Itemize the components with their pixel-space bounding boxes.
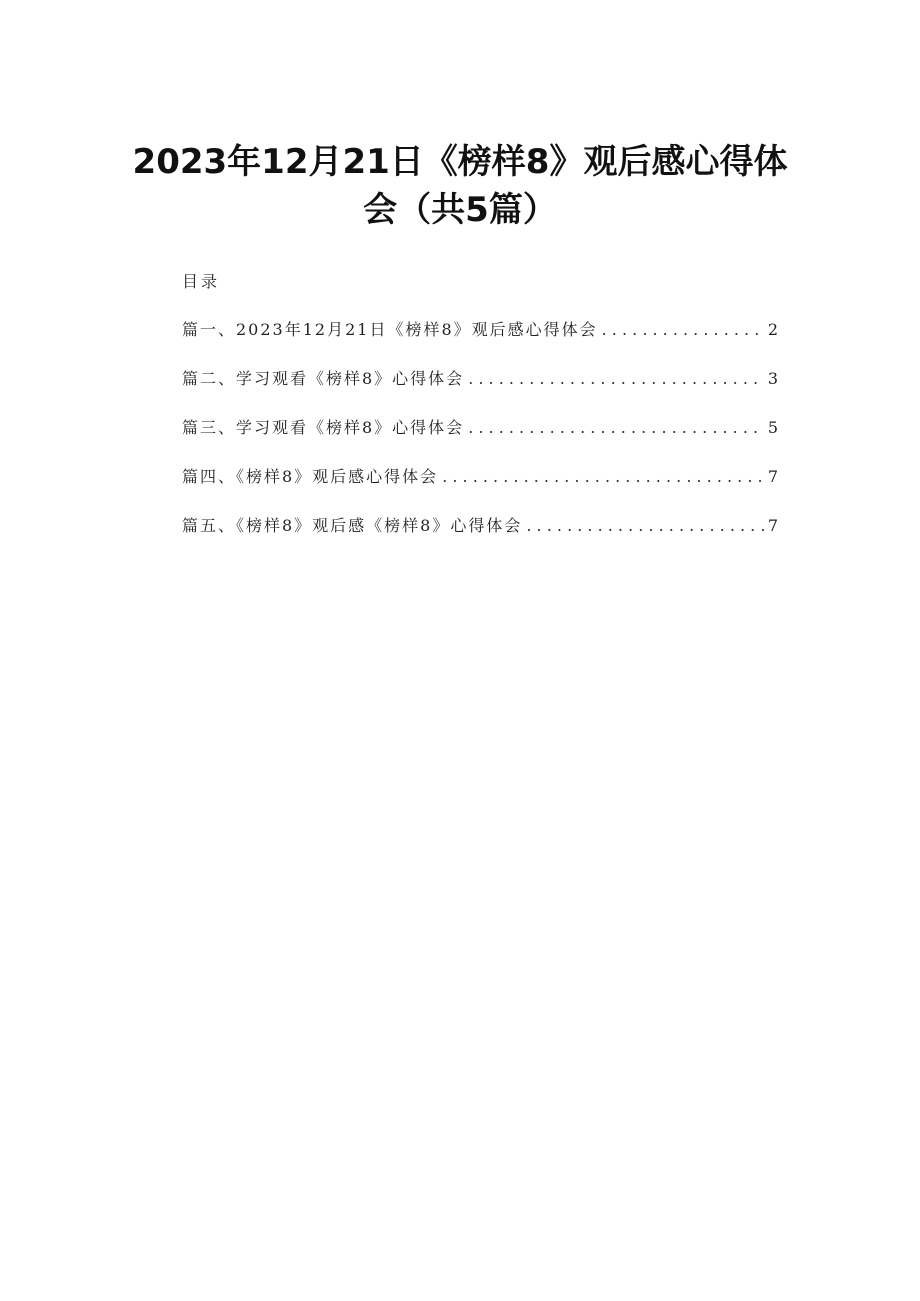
toc-item-page-number: 7 — [767, 516, 778, 535]
toc-leader-dots — [468, 367, 764, 391]
toc-item-label: 篇五、《榜样8》观后感《榜样8》心得体会 — [182, 516, 523, 535]
toc-item-2[interactable] — [182, 367, 778, 391]
toc-heading: 目录 — [182, 272, 221, 291]
document-title — [120, 138, 800, 234]
toc-item-label: 篇二、学习观看《榜样8》心得体会 — [182, 369, 465, 388]
toc-item-3[interactable] — [182, 416, 778, 440]
toc-leader-dots — [442, 465, 764, 489]
toc-item-page-number: 5 — [767, 418, 778, 437]
toc-item-label: 篇一、2023年12月21日《榜样8》观后感心得体会 — [182, 320, 598, 339]
title-line-1: 2023年12月21日《榜样8》观后感心得体 — [132, 142, 788, 182]
toc-item-label: 篇三、学习观看《榜样8》心得体会 — [182, 418, 465, 437]
toc-leader-dots — [602, 318, 764, 342]
title-line-2: 会（共5篇） — [363, 190, 557, 230]
toc-item-label: 篇四、《榜样8》观后感心得体会 — [182, 467, 439, 486]
toc-item-5[interactable] — [182, 514, 778, 538]
toc-leader-dots — [526, 514, 763, 538]
toc-item-page-number: 3 — [767, 369, 778, 388]
table-of-contents — [182, 318, 778, 563]
toc-item-4[interactable] — [182, 465, 778, 489]
toc-item-1[interactable] — [182, 318, 778, 342]
toc-item-page-number: 2 — [767, 320, 778, 339]
toc-item-page-number: 7 — [767, 467, 778, 486]
toc-leader-dots — [468, 416, 764, 440]
